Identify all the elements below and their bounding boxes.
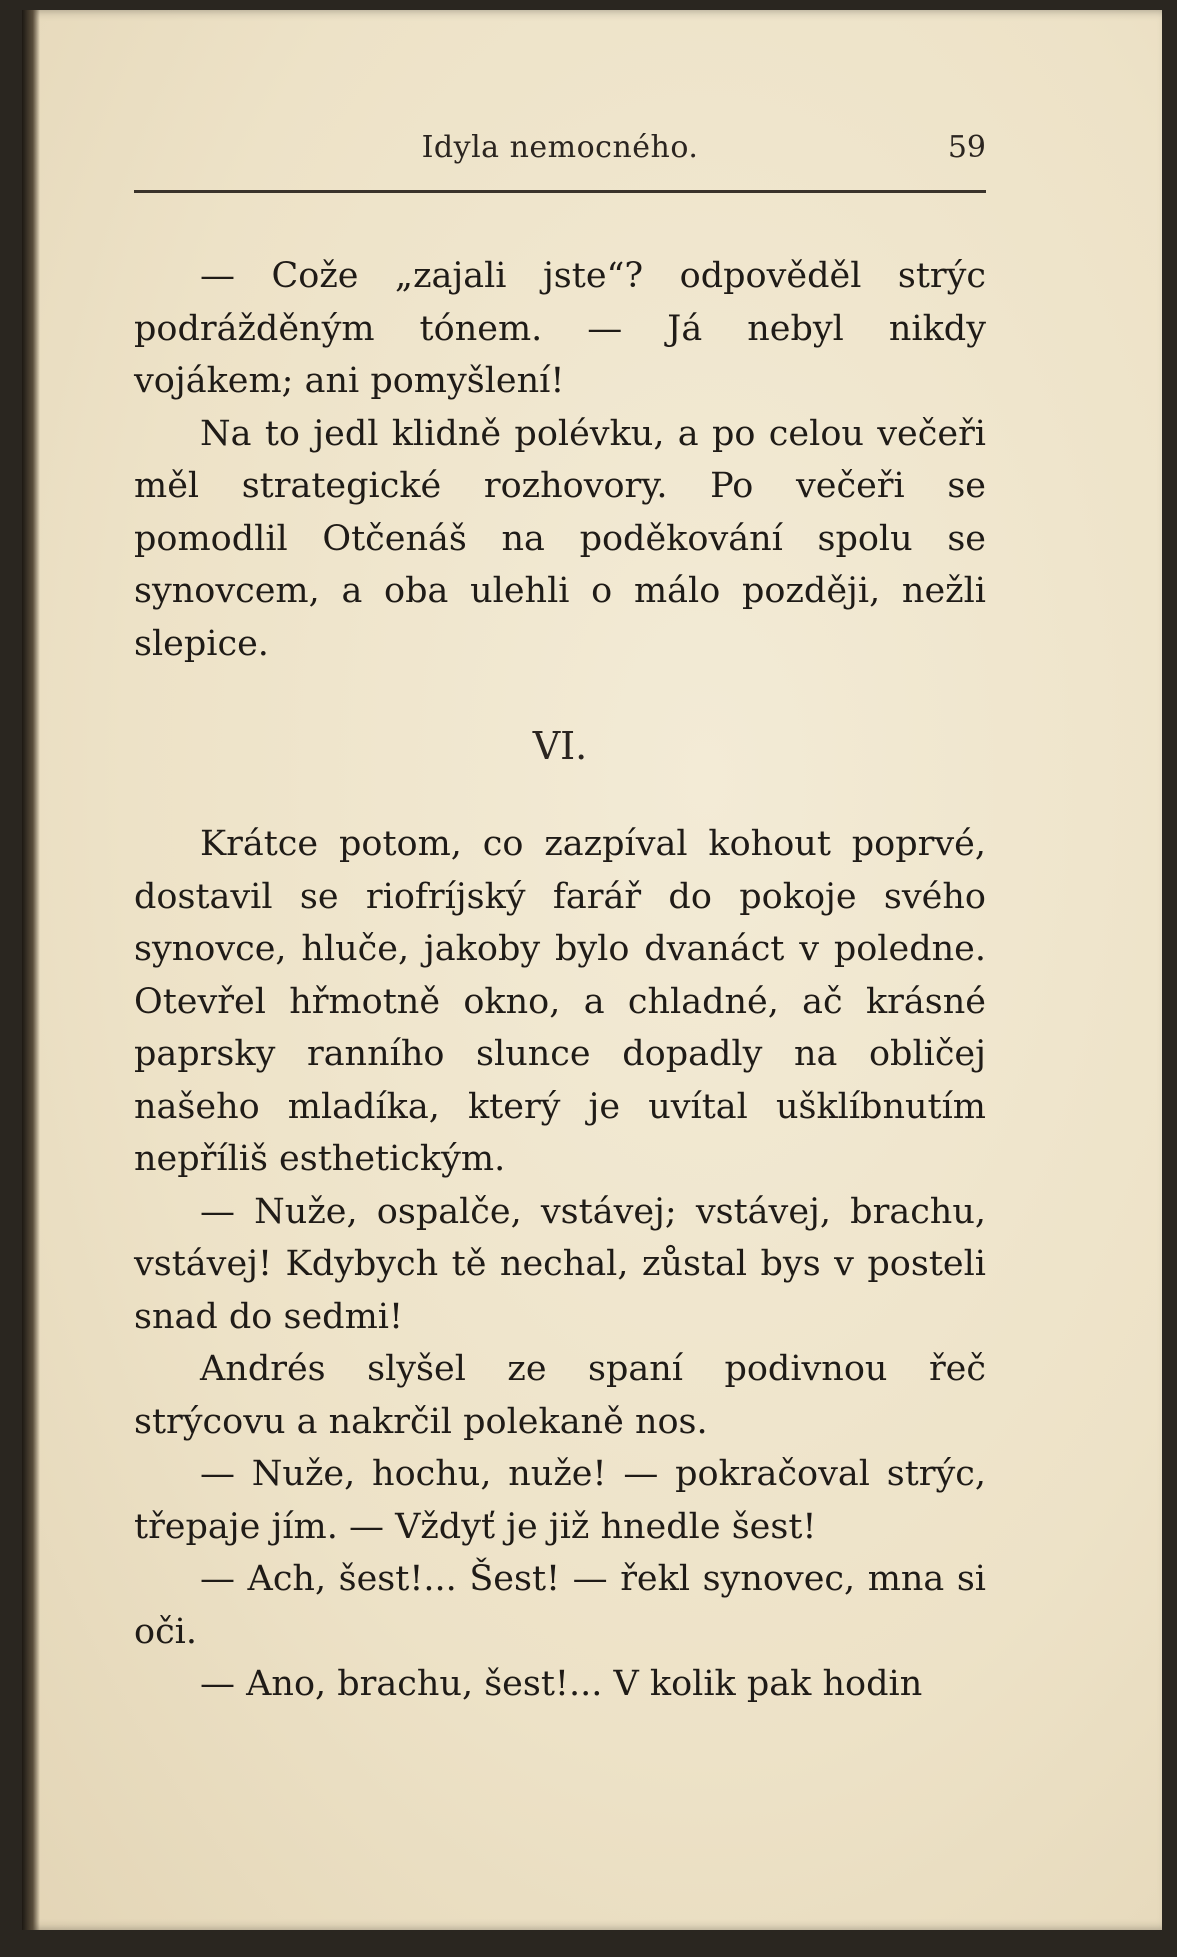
running-header — [134, 130, 986, 180]
chapter-heading: VI. — [532, 724, 588, 768]
book-spine-shadow — [22, 10, 40, 1930]
header-rule — [134, 190, 986, 193]
paragraph: Na to jedl klidně polévku, a po celou večeři měl strategické rozhovory. Po večeři se pomodlil Otčenáš na poděkování spolu se synovcem, a oba ulehli o málo později, nežli slepice. — [134, 413, 986, 664]
page-number: 59 — [947, 130, 986, 165]
paragraph: — Nuže, hochu, nuže! — pokračoval strýc, třepaje jím. — Vždyť je již hnedle šest! — [134, 1454, 986, 1547]
running-title: Idyla nemocného. — [421, 130, 699, 165]
paragraph: — Cože „zajali jste“? odpověděl strýc podrážděným tónem. — Já nebyl nikdy vojákem; ani pomyšlení! — [134, 256, 986, 401]
paragraph: — Ano, brachu, šest!... V kolik pak hodin — [200, 1664, 923, 1704]
paragraph: — Nuže, ospalče, vstávej; vstávej, brachu, vstávej! Kdybych tě nechal, zůstal bys v posteli snad do sedmi! — [134, 1191, 986, 1337]
paragraph: Krátce potom, co zazpíval kohout poprvé, dostavil se riofríjský farář do pokoje svého synovce, hluče, jakoby bylo dvanáct v poledne. Otevřel hřmotně okno, a chladné, ač krásné paprsky ranního slunce dopadly na obličej našeho mladíka, který je uvítal ušklíbnutím nepříliš esthetickým. — [134, 824, 986, 1179]
paragraph: Andrés slyšel ze spaní podivnou řeč strýcovu a nakrčil polekaně nos. — [134, 1349, 986, 1442]
text-block-before-chapter — [134, 250, 986, 670]
book-page — [22, 10, 1162, 1930]
text-block-after-chapter — [134, 818, 986, 1711]
paragraph: — Ach, šest!... Šest! — řekl synovec, mna si oči. — [134, 1559, 986, 1652]
